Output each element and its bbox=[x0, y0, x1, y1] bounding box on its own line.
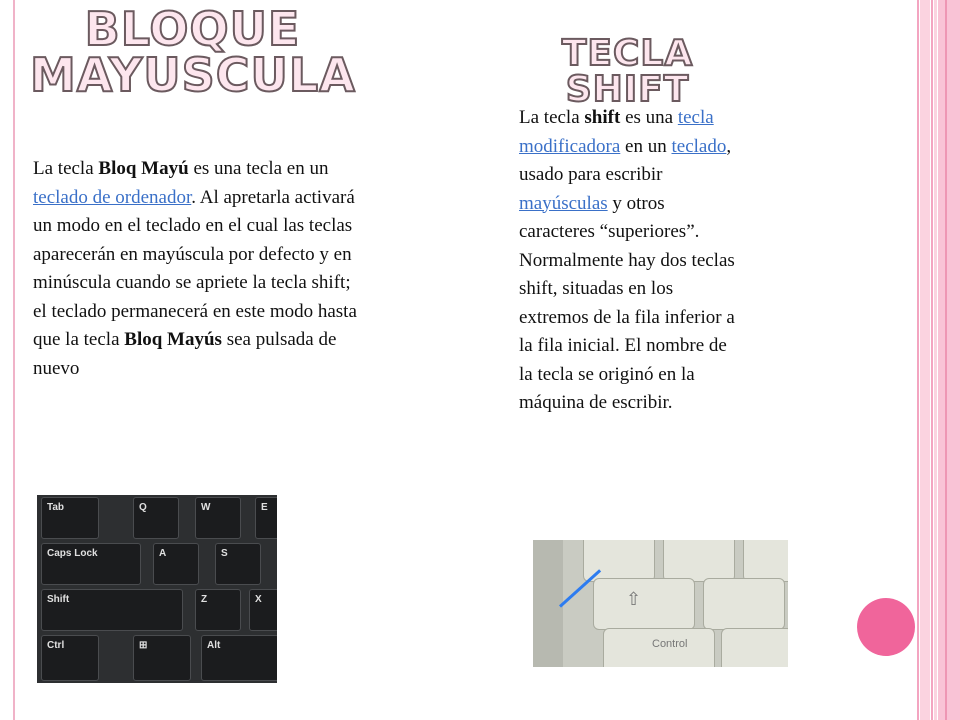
photo-edge-shadow bbox=[533, 540, 563, 667]
key-label: A bbox=[159, 548, 167, 559]
right-stripe bbox=[917, 0, 919, 720]
key-caps-lock bbox=[41, 543, 141, 585]
key-ctrl bbox=[41, 635, 99, 681]
key-w bbox=[195, 497, 241, 539]
key-label: Tab bbox=[47, 502, 65, 513]
bold-term: Bloq Mayú bbox=[98, 158, 189, 179]
key-label: Z bbox=[201, 594, 208, 605]
link-tecla-modificadora[interactable]: tecla modificadora bbox=[519, 107, 714, 157]
key-label: Q bbox=[139, 502, 147, 513]
bold-term: Bloq Mayús bbox=[124, 329, 222, 350]
link-teclado[interactable]: teclado bbox=[671, 135, 727, 157]
windows-icon: ⊞ bbox=[139, 640, 148, 651]
key-label: Shift bbox=[47, 594, 70, 605]
key-s bbox=[215, 543, 261, 585]
text: es una bbox=[620, 107, 678, 128]
link-teclado-de-ordenador[interactable]: teclado de ordenador bbox=[33, 186, 192, 208]
key-label: S bbox=[221, 548, 228, 559]
text: . Al apretarla activará un modo en el teclado en el cual las teclas aparecerán en mayúscula por defecto y en minúscula cuando se apriete la tecla shift; el teclado permanecerá en este modo hasta que la tecla bbox=[33, 186, 357, 350]
photo-key bbox=[703, 578, 785, 630]
photo-key bbox=[663, 540, 735, 582]
text: y otros caracteres “superiores”. Normalmente hay dos teclas shift, situadas en los extremos de la fila inferior a la fila inicial. El nombre de la tecla se originó en la máquina de escribir. bbox=[519, 192, 735, 413]
text: , usado para escribir bbox=[519, 135, 732, 185]
photo-shift-key bbox=[593, 578, 695, 630]
link-mayusculas[interactable]: mayúsculas bbox=[519, 192, 608, 214]
right-stripe bbox=[920, 0, 930, 720]
paragraph-shift bbox=[519, 104, 744, 418]
key-label: E bbox=[261, 502, 268, 513]
photo-control-key bbox=[603, 628, 715, 667]
title-tecla-shift: TECLA SHIFT bbox=[561, 33, 694, 110]
key-windows bbox=[133, 635, 191, 681]
text: sea pulsada de nuevo bbox=[33, 329, 337, 379]
shift-arrow-icon: ⇧ bbox=[626, 589, 642, 609]
key-label: W bbox=[201, 502, 211, 513]
left-border-line bbox=[13, 0, 15, 720]
key-shift bbox=[41, 589, 183, 631]
bold-term: shift bbox=[584, 107, 621, 128]
key-label: Alt bbox=[207, 640, 221, 651]
keyboard-caps-lock-image bbox=[37, 495, 277, 683]
keyboard-shift-photo bbox=[533, 540, 788, 667]
photo-key bbox=[743, 540, 788, 582]
pink-circle-decoration bbox=[857, 598, 915, 656]
paragraph-bloq-mayus bbox=[33, 155, 363, 383]
title-line: BLOQUE bbox=[84, 2, 301, 56]
key-label: Caps Lock bbox=[47, 548, 98, 559]
key-x bbox=[249, 589, 277, 631]
right-stripe bbox=[931, 0, 933, 720]
key-label: X bbox=[255, 594, 262, 605]
key-tab bbox=[41, 497, 99, 539]
right-stripe bbox=[945, 0, 947, 720]
photo-key bbox=[721, 628, 788, 667]
key-label: Ctrl bbox=[47, 640, 65, 651]
title-line: MAYUSCULA bbox=[30, 48, 356, 102]
title-bloque-mayuscula bbox=[30, 2, 356, 102]
right-stripe bbox=[934, 0, 937, 720]
key-a bbox=[153, 543, 199, 585]
key-z bbox=[195, 589, 241, 631]
text: es una tecla en un bbox=[188, 158, 329, 179]
text: La tecla bbox=[519, 107, 585, 128]
key-alt bbox=[201, 635, 277, 681]
text: en un bbox=[620, 135, 672, 157]
key-label: Control bbox=[652, 638, 688, 650]
key-e bbox=[255, 497, 277, 539]
right-stripe bbox=[938, 0, 960, 720]
key-q bbox=[133, 497, 179, 539]
text: La tecla bbox=[33, 158, 99, 179]
